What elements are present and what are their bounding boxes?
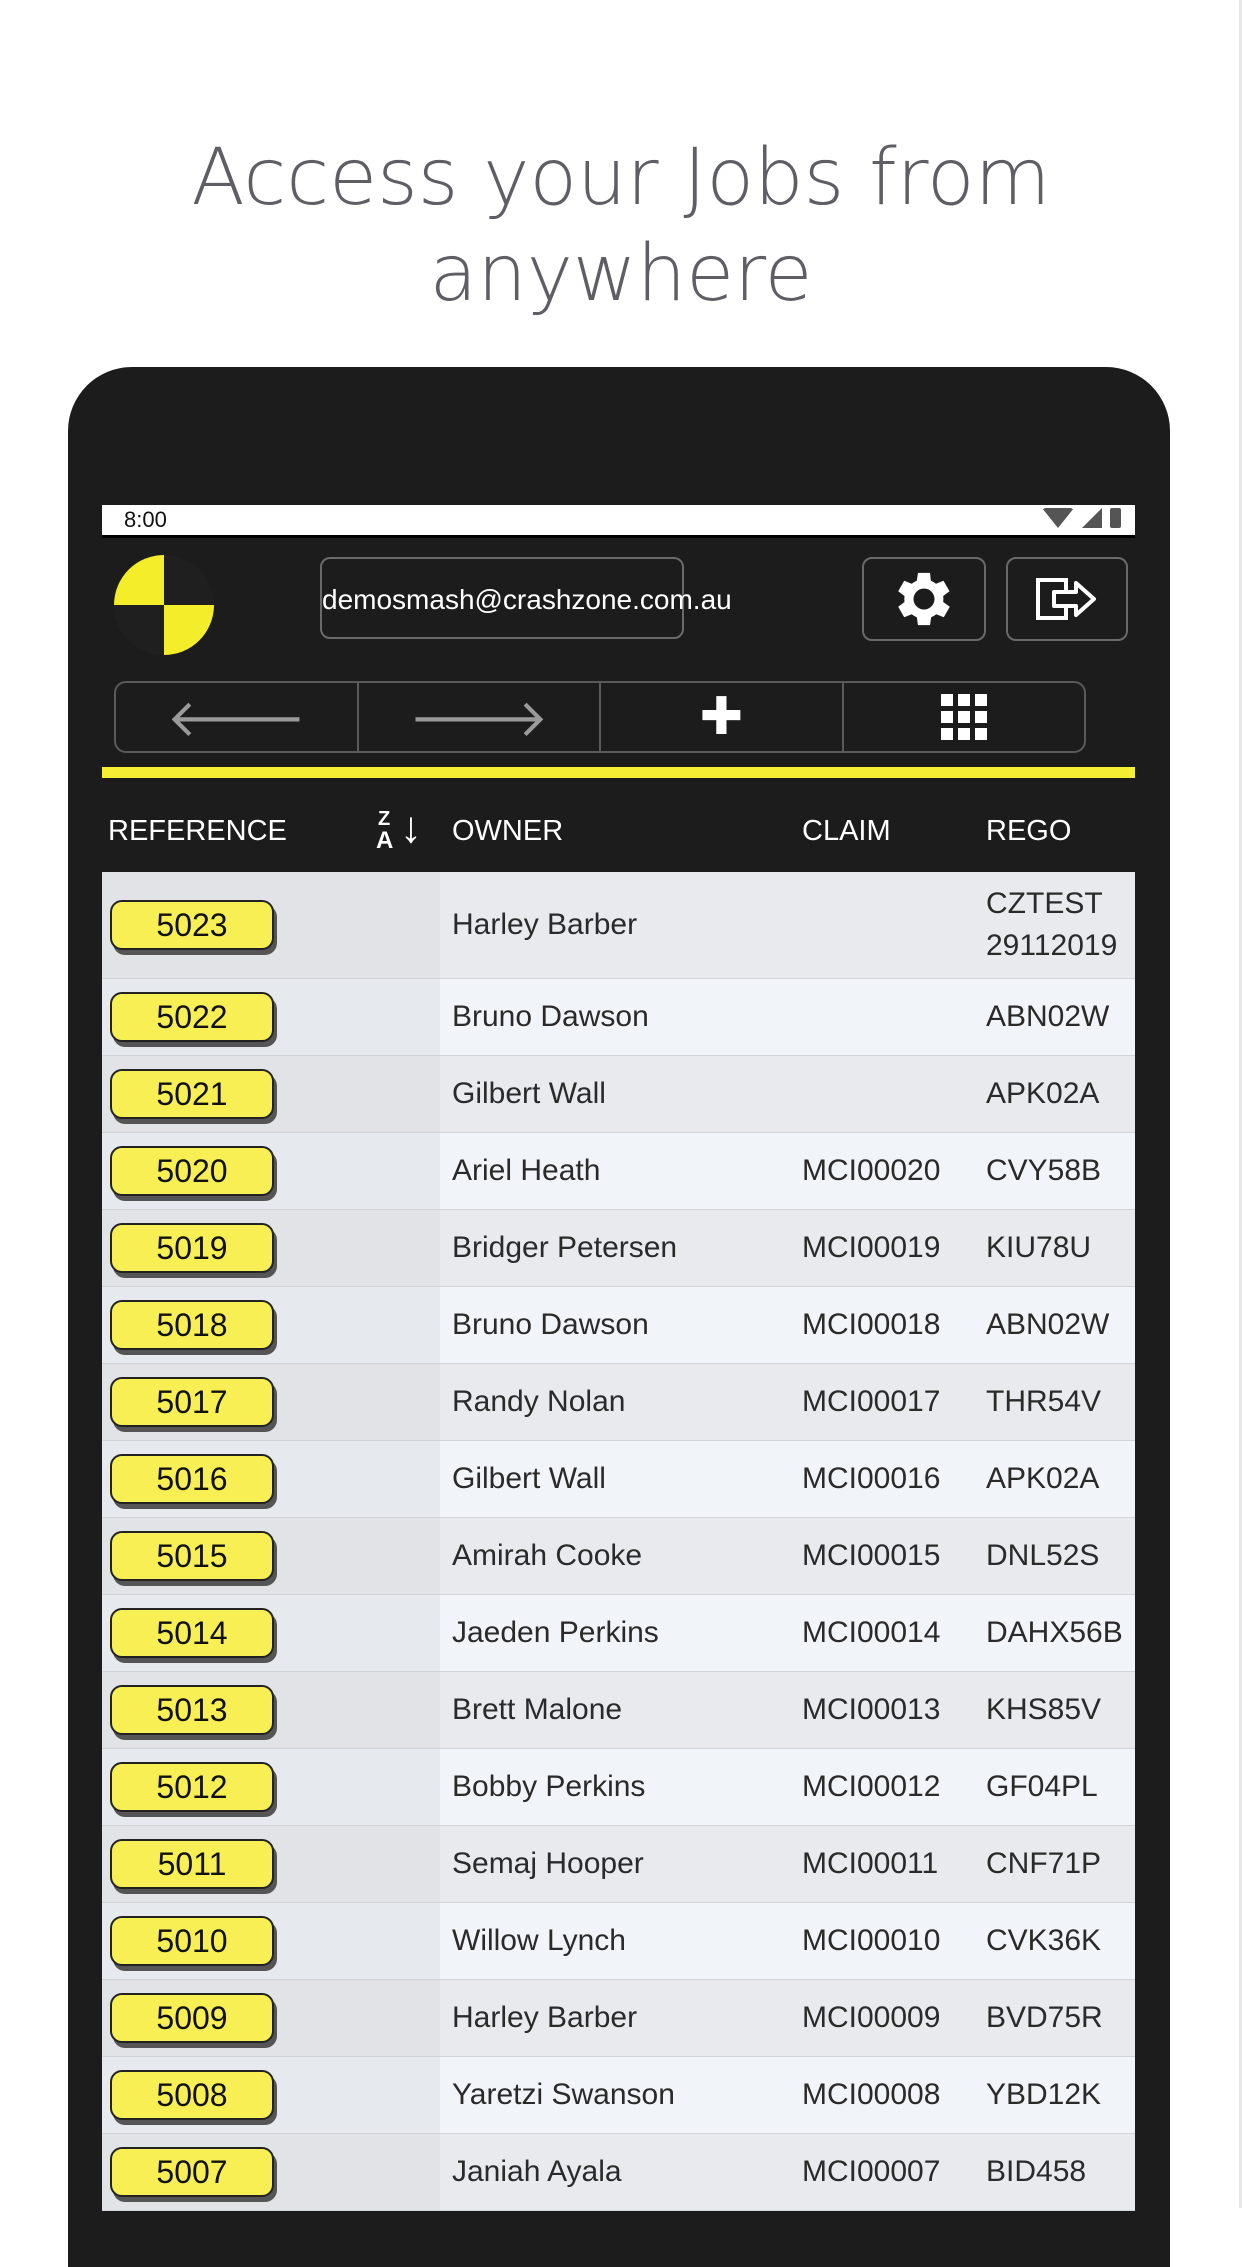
table-row[interactable]	[102, 872, 1135, 979]
job-reference-button[interactable]: 5007	[110, 2147, 274, 2197]
rego-cell: ABN02W	[986, 1000, 1110, 1033]
claim-cell: MCI00012	[802, 1770, 941, 1803]
rego-cell: DAHX56B	[986, 1616, 1123, 1649]
job-reference-button[interactable]: 5023	[110, 900, 274, 950]
column-reference[interactable]: REFERENCE	[108, 815, 287, 847]
job-reference-button[interactable]: 5020	[110, 1146, 274, 1196]
crashzone-logo	[114, 555, 214, 655]
menu-grid-button[interactable]	[844, 683, 1085, 751]
gear-icon	[888, 563, 960, 635]
arrow-left-icon: 🡐	[166, 689, 306, 748]
rego-cell: YBD12K	[986, 2078, 1102, 2111]
owner-cell: Jaeden Perkins	[452, 1616, 659, 1649]
table-row[interactable]	[102, 1980, 1135, 2057]
claim-cell: MCI00016	[802, 1462, 941, 1495]
headline-line-2: anywhere	[429, 229, 813, 319]
sort-z-label: Z	[378, 808, 391, 830]
logout-button[interactable]	[1006, 557, 1128, 641]
claim-cell: MCI00010	[802, 1924, 941, 1957]
column-claim[interactable]: CLAIM	[802, 815, 891, 847]
account-email[interactable]: demosmash@crashzone.com.au	[320, 557, 684, 639]
claim-cell: MCI00018	[802, 1308, 941, 1341]
rego-cell: KIU78U	[986, 1231, 1092, 1264]
rego-cell: GF04PL	[986, 1770, 1098, 1803]
claim-cell: MCI00015	[802, 1539, 941, 1572]
job-reference-button[interactable]: 5014	[110, 1608, 274, 1658]
navigation-bar	[114, 681, 1086, 753]
rego-cell: THR54V	[986, 1385, 1102, 1418]
status-bar	[102, 505, 1135, 538]
column-owner[interactable]: OWNER	[452, 815, 564, 847]
table-header	[102, 805, 1135, 857]
table-row[interactable]	[102, 1364, 1135, 1441]
table-row[interactable]	[102, 1518, 1135, 1595]
table-row[interactable]	[102, 1210, 1135, 1287]
add-job-button[interactable]	[601, 683, 844, 751]
status-icons	[1042, 508, 1121, 528]
headline	[0, 130, 1242, 322]
job-reference-button[interactable]: 5012	[110, 1762, 274, 1812]
job-reference-button[interactable]: 5010	[110, 1916, 274, 1966]
owner-cell: Gilbert Wall	[452, 1077, 606, 1110]
headline-line-1: Access your Jobs from	[191, 133, 1051, 223]
rego-cell: DNL52S	[986, 1539, 1100, 1572]
sort-a-label: A	[376, 827, 394, 854]
job-reference-button[interactable]: 5017	[110, 1377, 274, 1427]
job-reference-button[interactable]: 5011	[110, 1839, 274, 1889]
claim-cell: MCI00013	[802, 1693, 941, 1726]
rego-cell: CZTEST 29112019	[986, 887, 1118, 962]
rego-cell: CNF71P	[986, 1847, 1102, 1880]
job-reference-button[interactable]: 5021	[110, 1069, 274, 1119]
forward-button[interactable]	[359, 683, 602, 751]
owner-cell: Amirah Cooke	[452, 1539, 643, 1572]
table-row[interactable]	[102, 1287, 1135, 1364]
table-row[interactable]	[102, 1441, 1135, 1518]
rego-cell: CVY58B	[986, 1154, 1102, 1187]
settings-button[interactable]	[862, 557, 986, 641]
jobs-table	[102, 872, 1135, 2211]
job-reference-button[interactable]: 5013	[110, 1685, 274, 1735]
wifi-icon	[1042, 508, 1074, 528]
owner-cell: Willow Lynch	[452, 1924, 626, 1957]
claim-cell: MCI00008	[802, 2078, 941, 2111]
claim-cell: MCI00017	[802, 1385, 941, 1418]
rego-cell: APK02A	[986, 1462, 1100, 1495]
logout-icon	[1034, 574, 1100, 624]
rego-cell: APK02A	[986, 1077, 1100, 1110]
claim-cell: MCI00020	[802, 1154, 941, 1187]
owner-cell: Semaj Hooper	[452, 1847, 644, 1880]
arrow-right-icon: 🡒	[409, 689, 549, 748]
owner-cell: Randy Nolan	[452, 1385, 626, 1418]
job-reference-button[interactable]: 5022	[110, 992, 274, 1042]
battery-icon	[1110, 508, 1121, 528]
owner-cell: Yaretzi Swanson	[452, 2078, 675, 2111]
owner-cell: Harley Barber	[452, 2001, 638, 2034]
claim-cell: MCI00007	[802, 2155, 941, 2188]
rego-cell: BID458	[986, 2155, 1087, 2188]
table-row[interactable]	[102, 1903, 1135, 1980]
owner-cell: Gilbert Wall	[452, 1462, 606, 1495]
job-reference-button[interactable]: 5019	[110, 1223, 274, 1273]
owner-cell: Brett Malone	[452, 1693, 623, 1726]
table-row[interactable]	[102, 1749, 1135, 1826]
sort-arrow-icon: ↓	[400, 803, 422, 852]
owner-cell: Janiah Ayala	[452, 2155, 622, 2188]
status-time: 8:00	[124, 507, 167, 532]
table-row[interactable]	[102, 2134, 1135, 2211]
column-rego[interactable]: REGO	[986, 815, 1072, 847]
owner-cell: Bobby Perkins	[452, 1770, 646, 1803]
table-row[interactable]	[102, 1133, 1135, 1210]
job-reference-button[interactable]: 5016	[110, 1454, 274, 1504]
claim-cell: MCI00011	[802, 1847, 939, 1880]
rego-cell: ABN02W	[986, 1308, 1110, 1341]
rego-cell: CVK36K	[986, 1924, 1102, 1957]
table-row[interactable]	[102, 1826, 1135, 1903]
claim-cell: MCI00009	[802, 2001, 941, 2034]
grid-icon	[939, 692, 989, 742]
sort-toggle[interactable]	[374, 803, 434, 857]
owner-cell: Bruno Dawson	[452, 1000, 649, 1033]
claim-cell: MCI00019	[802, 1231, 941, 1264]
owner-cell: Harley Barber	[452, 908, 638, 941]
table-row[interactable]	[102, 1672, 1135, 1749]
owner-cell: Bridger Petersen	[452, 1231, 678, 1264]
rego-cell: KHS85V	[986, 1693, 1102, 1726]
job-reference-button[interactable]: 5009	[110, 1993, 274, 2043]
rego-cell: BVD75R	[986, 2001, 1103, 2034]
plus-icon: ✚	[699, 688, 744, 746]
job-reference-button[interactable]: 5008	[110, 2070, 274, 2120]
job-reference-button[interactable]: 5018	[110, 1300, 274, 1350]
owner-cell: Bruno Dawson	[452, 1308, 649, 1341]
owner-cell: Ariel Heath	[452, 1154, 601, 1187]
accent-divider	[102, 767, 1135, 778]
claim-cell: MCI00014	[802, 1616, 941, 1649]
job-reference-button[interactable]: 5015	[110, 1531, 274, 1581]
signal-icon	[1082, 508, 1102, 528]
app-screen	[102, 505, 1135, 2215]
table-row[interactable]	[102, 1056, 1135, 1133]
table-row[interactable]	[102, 1595, 1135, 1672]
table-row[interactable]	[102, 979, 1135, 1056]
back-button[interactable]	[116, 683, 359, 751]
table-row[interactable]	[102, 2057, 1135, 2134]
